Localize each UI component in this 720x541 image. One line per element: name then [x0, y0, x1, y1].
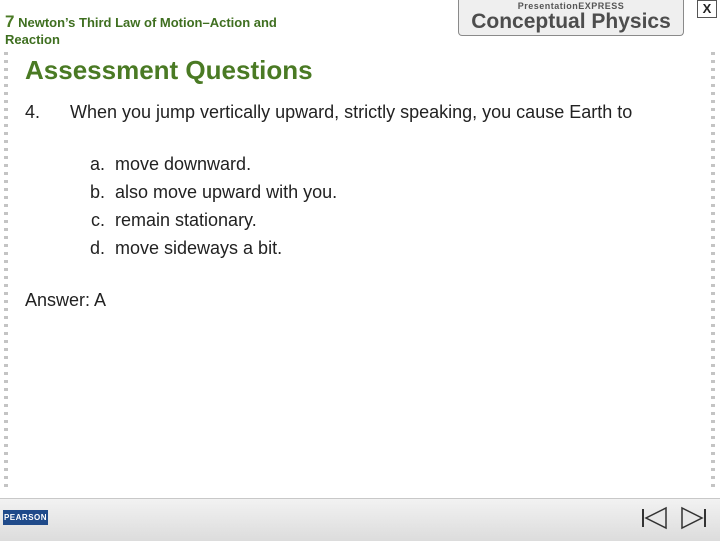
chapter-number: 7 — [5, 12, 15, 31]
next-slide-button[interactable] — [680, 506, 708, 530]
footer-bar — [0, 498, 720, 541]
previous-slide-button[interactable] — [640, 506, 668, 530]
brand-logo — [458, 0, 684, 36]
option-letter: a. — [89, 154, 105, 174]
option-text: move sideways a bit. — [115, 238, 283, 258]
option-text: remain stationary. — [115, 210, 257, 230]
option-letter: c. — [90, 210, 105, 230]
pearson-logo: PEARSON — [3, 510, 48, 525]
brand-title: Conceptual Physics — [471, 10, 671, 33]
option-letter: b. — [89, 182, 105, 202]
question-text: When you jump vertically upward, strictly speaking, you cause Earth to — [70, 102, 633, 122]
header-bar — [0, 0, 720, 50]
question-number: 4. — [25, 102, 41, 122]
answer-text: Answer: A — [25, 290, 107, 310]
option-text: also move upward with you. — [115, 182, 338, 202]
option-letter: d. — [89, 238, 105, 258]
left-dotted-border — [4, 52, 8, 492]
close-button[interactable]: X — [697, 0, 717, 18]
right-dotted-border — [711, 52, 715, 492]
option-text: move downward. — [115, 154, 252, 174]
triangle-left-icon — [646, 508, 666, 528]
slide-title: Assessment Questions — [25, 55, 313, 85]
chapter-title-text: Newton’s Third Law of Motion–Action and Reaction — [5, 15, 277, 47]
chapter-title — [5, 13, 335, 48]
triangle-right-icon — [682, 508, 702, 528]
brand-subtitle: PresentationEXPRESS — [517, 1, 625, 11]
